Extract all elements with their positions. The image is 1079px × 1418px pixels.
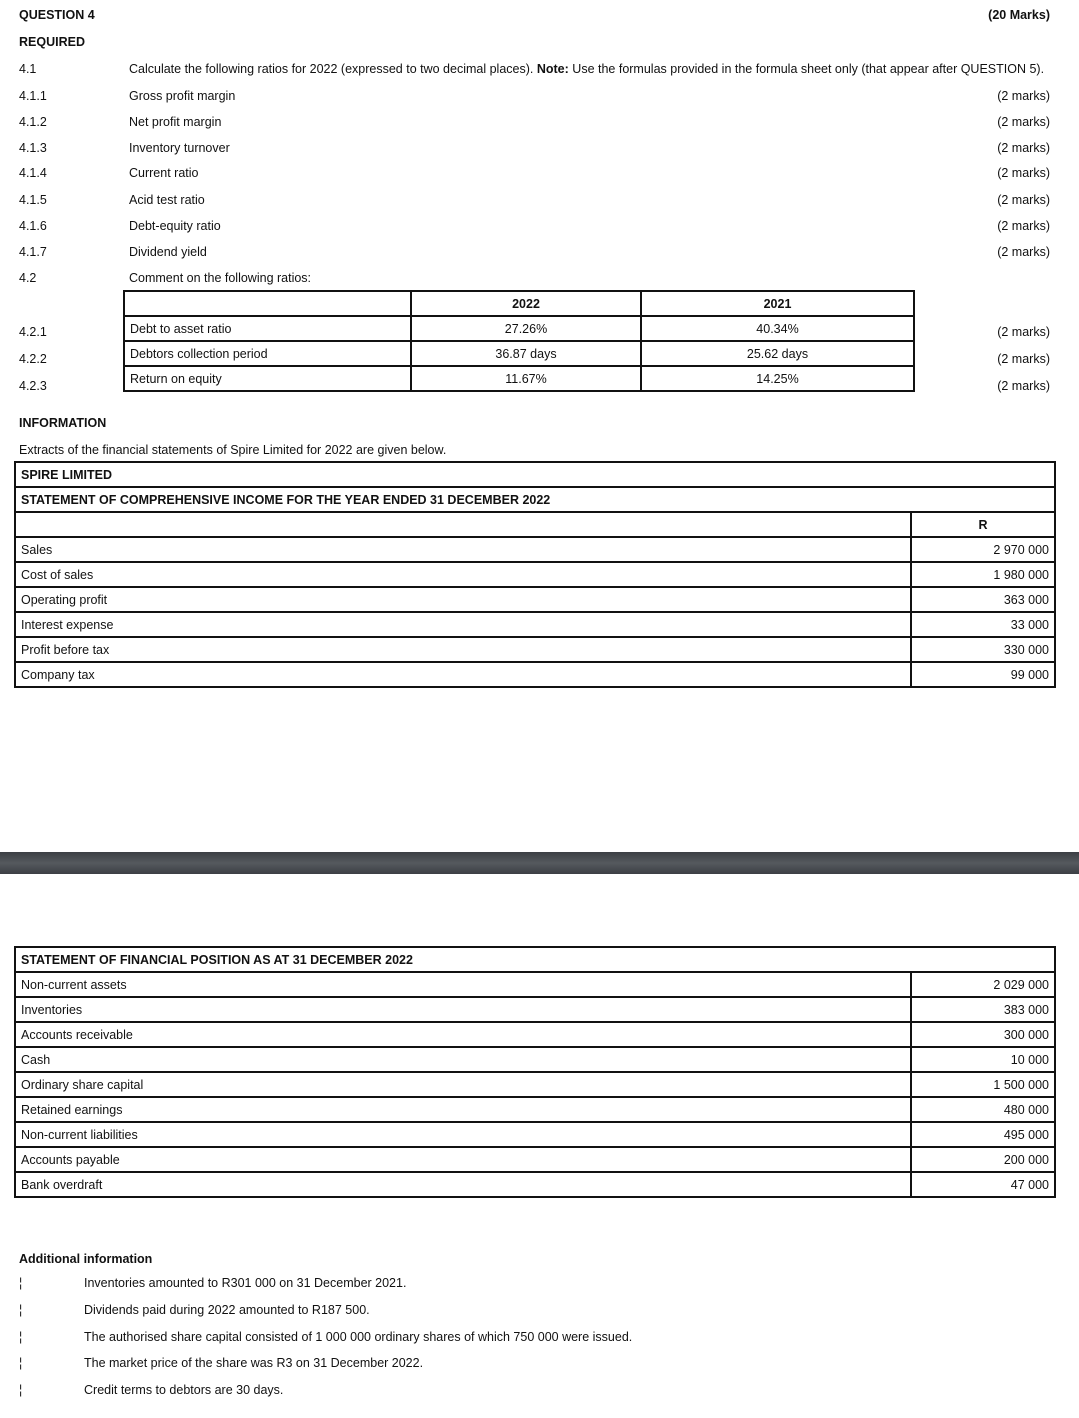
line-item-label: Accounts receivable xyxy=(15,1022,911,1047)
table-header-cell: 2022 xyxy=(411,291,641,316)
additional-item: Dividends paid during 2022 amounted to R187 500. xyxy=(84,1303,370,1317)
currency-row xyxy=(15,512,1055,537)
currency-header: R xyxy=(911,512,1055,537)
table-row xyxy=(15,1122,1055,1147)
comment-number: 4.2.1 xyxy=(19,325,47,339)
line-item-value: 10 000 xyxy=(911,1047,1055,1072)
ratio-number: 4.1.5 xyxy=(19,193,47,207)
q41-note-text: Use the formulas provided in the formula sheet only (that appear after QUESTION 5). xyxy=(572,62,1045,76)
ratio-label: Net profit margin xyxy=(129,115,222,129)
table-row xyxy=(15,612,1055,637)
comment-marks: (2 marks) xyxy=(997,325,1050,339)
value-2021-cell: 25.62 days xyxy=(641,341,914,366)
line-item-label: Operating profit xyxy=(15,587,911,612)
bullet-icon: ¦ xyxy=(19,1303,23,1317)
statement-title-row xyxy=(15,487,1055,512)
comment-number: 4.2.3 xyxy=(19,379,47,393)
line-item-label: Non-current assets xyxy=(15,972,911,997)
ratio-number: 4.1.7 xyxy=(19,245,47,259)
line-item-label: Profit before tax xyxy=(15,637,911,662)
ratio-marks: (2 marks) xyxy=(997,166,1050,180)
line-item-label: Interest expense xyxy=(15,612,911,637)
q41-note-label: Note: xyxy=(536,62,569,76)
table-row xyxy=(124,366,914,391)
line-item-label: Accounts payable xyxy=(15,1147,911,1172)
question-title: QUESTION 4 xyxy=(19,8,95,22)
q41-text: Calculate the following ratios for 2022 (expressed to two decimal places). xyxy=(129,62,534,76)
ratio-marks: (2 marks) xyxy=(997,245,1050,259)
value-2022-cell: 36.87 days xyxy=(411,341,641,366)
total-marks: (20 Marks) xyxy=(988,8,1050,22)
information-heading: INFORMATION xyxy=(19,416,107,430)
value-2021-cell: 14.25% xyxy=(641,366,914,391)
table-row xyxy=(15,537,1055,562)
ratio-marks: (2 marks) xyxy=(997,219,1050,233)
ratio-label: Dividend yield xyxy=(129,245,207,259)
line-item-value: 480 000 xyxy=(911,1097,1055,1122)
company-row xyxy=(15,462,1055,487)
additional-heading: Additional information xyxy=(19,1252,153,1266)
ratio-number: 4.1.3 xyxy=(19,141,47,155)
blank-cell xyxy=(15,512,911,537)
required-heading: REQUIRED xyxy=(19,35,85,49)
ratio-marks: (2 marks) xyxy=(997,115,1050,129)
statement-title-row xyxy=(15,947,1055,972)
line-item-value: 383 000 xyxy=(911,997,1055,1022)
ratio-marks: (2 marks) xyxy=(997,89,1050,103)
ratio-number: 4.1.6 xyxy=(19,219,47,233)
table-row xyxy=(15,1047,1055,1072)
comment-marks: (2 marks) xyxy=(997,352,1050,366)
line-item-label: Company tax xyxy=(15,662,911,687)
table-row xyxy=(15,972,1055,997)
statement-title: STATEMENT OF FINANCIAL POSITION AS AT 31 DECEMBER 2022 xyxy=(15,947,1055,972)
q42-number: 4.2 xyxy=(19,271,37,285)
line-item-label: Bank overdraft xyxy=(15,1172,911,1197)
comment-marks: (2 marks) xyxy=(997,379,1050,393)
additional-item: Credit terms to debtors are 30 days. xyxy=(84,1383,284,1397)
value-2022-cell: 27.26% xyxy=(411,316,641,341)
line-item-label: Non-current liabilities xyxy=(15,1122,911,1147)
additional-item: The market price of the share was R3 on 31 December 2022. xyxy=(84,1356,424,1370)
ratio-label: Acid test ratio xyxy=(129,193,205,207)
page-divider xyxy=(0,852,1079,874)
line-item-label: Inventories xyxy=(15,997,911,1022)
q42-text: Comment on the following ratios: xyxy=(129,271,312,285)
table-row xyxy=(15,562,1055,587)
ratio-label: Inventory turnover xyxy=(129,141,230,155)
table-row xyxy=(124,341,914,366)
ratio-name-cell: Debtors collection period xyxy=(124,341,411,366)
ratio-label: Gross profit margin xyxy=(129,89,236,103)
line-item-value: 47 000 xyxy=(911,1172,1055,1197)
table-row xyxy=(15,1022,1055,1047)
company-name: SPIRE LIMITED xyxy=(15,462,1055,487)
line-item-value: 2 029 000 xyxy=(911,972,1055,997)
bullet-icon: ¦ xyxy=(19,1330,23,1344)
additional-item: Inventories amounted to R301 000 on 31 December 2021. xyxy=(84,1276,407,1290)
line-item-label: Retained earnings xyxy=(15,1097,911,1122)
additional-item: The authorised share capital consisted of 1 000 000 ordinary shares of which 750 000 were issued. xyxy=(84,1330,633,1344)
ratio-number: 4.1.1 xyxy=(19,89,47,103)
bullet-icon: ¦ xyxy=(19,1356,23,1370)
line-item-value: 33 000 xyxy=(911,612,1055,637)
line-item-value: 1 500 000 xyxy=(911,1072,1055,1097)
value-2022-cell: 11.67% xyxy=(411,366,641,391)
q41-number: 4.1 xyxy=(19,62,37,76)
q41-instruction xyxy=(129,62,1044,76)
value-2021-cell: 40.34% xyxy=(641,316,914,341)
table-header-row xyxy=(124,291,914,316)
financial-position-table xyxy=(14,946,1056,1198)
table-row xyxy=(15,662,1055,687)
ratio-name-cell: Return on equity xyxy=(124,366,411,391)
table-header-cell xyxy=(124,291,411,316)
statement-title: STATEMENT OF COMPREHENSIVE INCOME FOR THE YEAR ENDED 31 DECEMBER 2022 xyxy=(15,487,1055,512)
ratio-label: Debt-equity ratio xyxy=(129,219,221,233)
line-item-label: Cost of sales xyxy=(15,562,911,587)
ratio-number: 4.1.4 xyxy=(19,166,47,180)
table-row xyxy=(15,637,1055,662)
line-item-label: Sales xyxy=(15,537,911,562)
table-row xyxy=(15,997,1055,1022)
table-row xyxy=(15,1097,1055,1122)
line-item-value: 1 980 000 xyxy=(911,562,1055,587)
bullet-icon: ¦ xyxy=(19,1276,23,1290)
line-item-value: 330 000 xyxy=(911,637,1055,662)
comment-number: 4.2.2 xyxy=(19,352,47,366)
line-item-label: Ordinary share capital xyxy=(15,1072,911,1097)
line-item-value: 300 000 xyxy=(911,1022,1055,1047)
line-item-value: 495 000 xyxy=(911,1122,1055,1147)
ratio-marks: (2 marks) xyxy=(997,141,1050,155)
line-item-value: 363 000 xyxy=(911,587,1055,612)
line-item-label: Cash xyxy=(15,1047,911,1072)
ratio-marks: (2 marks) xyxy=(997,193,1050,207)
table-header-cell: 2021 xyxy=(641,291,914,316)
information-intro: Extracts of the financial statements of Spire Limited for 2022 are given below. xyxy=(19,443,447,457)
table-row xyxy=(15,1172,1055,1197)
table-row xyxy=(15,1147,1055,1172)
line-item-value: 99 000 xyxy=(911,662,1055,687)
table-row xyxy=(124,316,914,341)
ratio-name-cell: Debt to asset ratio xyxy=(124,316,411,341)
table-row xyxy=(15,587,1055,612)
income-statement-table xyxy=(14,461,1056,688)
comment-ratio-table xyxy=(123,290,915,392)
bullet-icon: ¦ xyxy=(19,1383,23,1397)
ratio-number: 4.1.2 xyxy=(19,115,47,129)
line-item-value: 2 970 000 xyxy=(911,537,1055,562)
table-row xyxy=(15,1072,1055,1097)
ratio-label: Current ratio xyxy=(129,166,199,180)
line-item-value: 200 000 xyxy=(911,1147,1055,1172)
